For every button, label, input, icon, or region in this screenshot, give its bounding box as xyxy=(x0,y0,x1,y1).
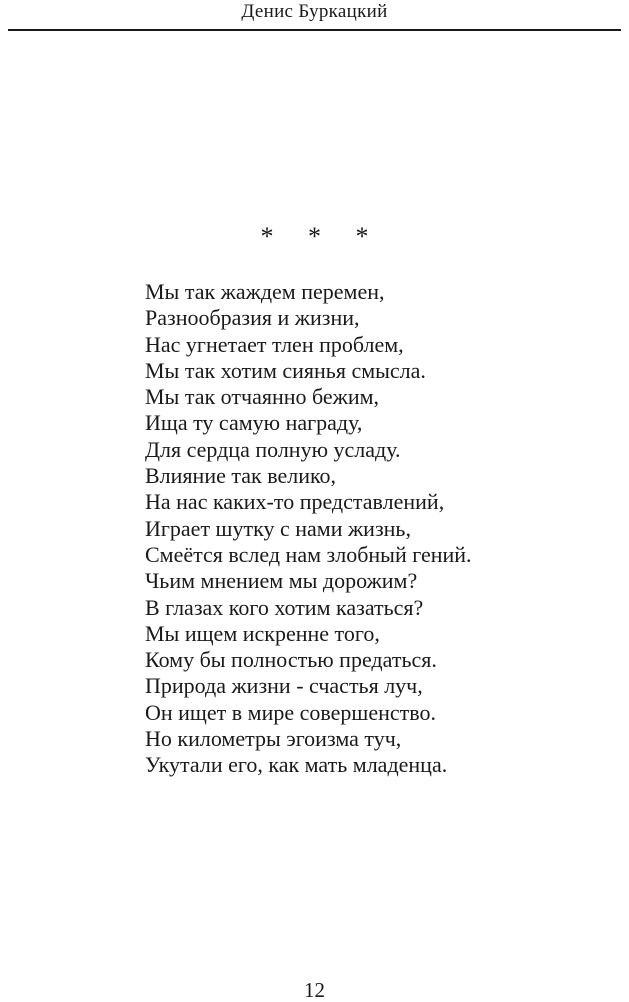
poem-line: Чьим мнением мы дорожим? xyxy=(145,568,418,594)
poem-line: Смеётся вслед нам злобный гений. xyxy=(145,541,472,567)
poem-line: Играет шутку с нами жизнь, xyxy=(145,515,411,541)
poem-line: В глазах кого хотим казаться? xyxy=(145,594,424,620)
poem-line: Мы так жаждем перемен, xyxy=(145,279,385,304)
page-number: 12 xyxy=(304,978,325,1002)
section-divider: * * * xyxy=(260,222,383,251)
poem-line: Он ищет в мире совершенство. xyxy=(145,699,436,725)
poem-line: На нас каких-то представлений, xyxy=(145,489,445,515)
poem-line: Разнообразия и жизни, xyxy=(145,305,360,331)
poem-line: Для сердца полную усладу. xyxy=(145,436,401,462)
header-rule xyxy=(8,29,621,31)
poem-line: Мы так хотим сиянья смысла. xyxy=(145,357,426,383)
poem-line: Природа жизни - счастья луч, xyxy=(145,673,423,699)
poem-line: Ища ту самую награду, xyxy=(145,410,363,436)
poem-line: Мы ищем искренне того, xyxy=(145,620,380,646)
poem-line: Кому бы полностью предаться. xyxy=(145,647,437,673)
running-head-author: Денис Буркацкий xyxy=(241,1,388,22)
poem-line: Влияние так велико, xyxy=(145,463,337,489)
poem-line: Нас угнетает тлен проблем, xyxy=(145,331,404,357)
poem xyxy=(145,279,472,779)
poem-line: Но километры эгоизма туч, xyxy=(145,726,402,752)
poem-line: Мы так отчаянно бежим, xyxy=(145,384,380,410)
poem-line: Укутали его, как мать младенца. xyxy=(145,752,448,778)
